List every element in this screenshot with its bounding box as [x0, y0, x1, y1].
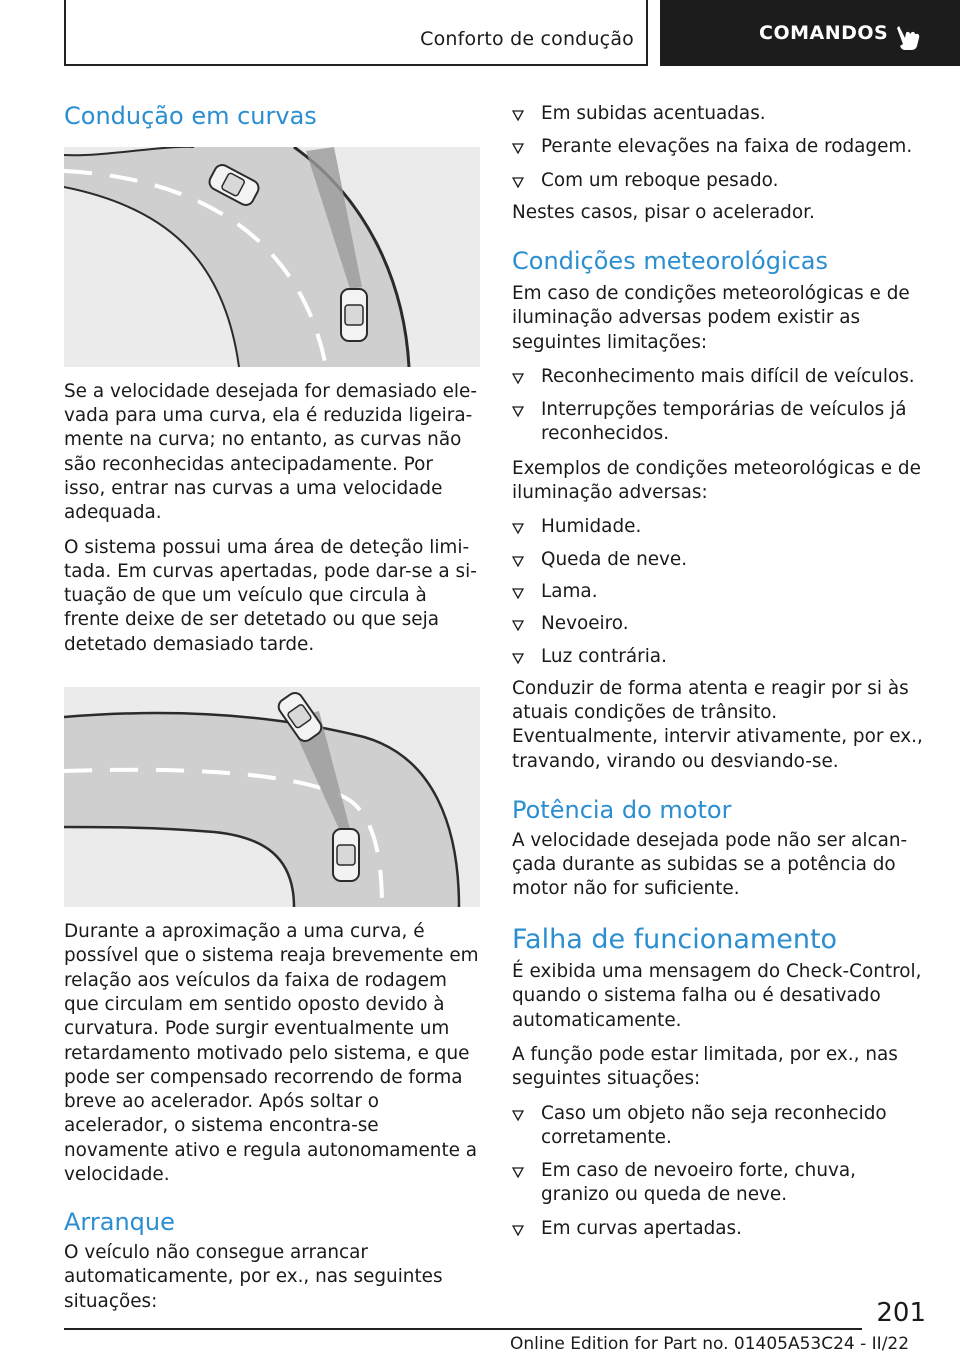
list-weather-examples	[512, 515, 928, 668]
list-weather-limits	[512, 365, 928, 447]
bullet-triangle-icon	[512, 1109, 524, 1121]
figure-curve-detection-2	[64, 687, 480, 907]
bullet-triangle-icon	[512, 405, 524, 417]
left-column	[64, 96, 480, 1314]
list-item: Em caso de nevoeiro forte, chuva, granizo ou queda de neve.	[512, 1159, 928, 1208]
bullet-triangle-icon	[512, 652, 524, 664]
heading-curves: Condução em curvas	[64, 102, 317, 130]
right-column	[512, 96, 928, 1241]
list-item: Com um reboque pesado.	[512, 169, 928, 193]
footer-edition: Online Edition for Part no. 01405A53C24 - II/22	[510, 1334, 910, 1354]
list-item: Queda de neve.	[512, 548, 928, 572]
header-left-rule	[64, 0, 66, 66]
paragraph-curve-speed: Se a velocidade desejada for demasiado elevada para uma curva, ela é reduzida ligeiramente na curva; no entanto, as curvas não são reconhecidas antecipadamente. Por isso, entrar nas curvas a uma velocidade adequada.	[64, 380, 477, 524]
list-malfunction-situations	[512, 1102, 928, 1241]
paragraph-detection-area: O sistema possui uma área de deteção limitada. Em curvas apertadas, pode dar-se a situação de que um veículo que circula à frente deixe de ser detetado ou que seja detetado demasiado tarde.	[64, 536, 477, 655]
curve-illustration-2	[64, 687, 480, 907]
paragraph-limited: A função pode estar limitada, por ex., nas seguintes situações:	[512, 1044, 898, 1090]
bullet-triangle-icon	[512, 587, 524, 599]
bullet-triangle-icon	[512, 142, 524, 154]
list-item: Humidade.	[512, 515, 928, 539]
heading-engine-power: Potência do motor	[512, 796, 732, 825]
list-item: Interrupções temporárias de veículos já reconhecidos.	[512, 398, 928, 447]
list-item: Em subidas acentuadas.	[512, 102, 928, 126]
bullet-triangle-icon	[512, 109, 524, 121]
bullet-triangle-icon	[512, 1166, 524, 1178]
bullet-triangle-icon	[512, 619, 524, 631]
heading-start: Arranque	[64, 1208, 175, 1237]
list-item: Em curvas apertadas.	[512, 1217, 928, 1241]
header-separator	[646, 0, 648, 66]
curve-illustration-1	[64, 147, 480, 367]
header-chapter-title: COMANDOS	[759, 22, 889, 44]
bullet-triangle-icon	[512, 176, 524, 188]
header-section-title: Conforto de condução	[420, 28, 634, 50]
paragraph-oncoming-vehicles: Durante a aproximação a uma curva, é possível que o sistema reaja brevemente em relação aos veículos da faixa de rodagem que circulam em sentido oposto devido à curvatura. Pode surgir eventualmente um retardamento motivado pelo sistema, e que pode ser compensado recorrendo de forma breve ao acelerador. Após soltar o acelerador, o sistema encontra-se novamente ativo e regula autonomamente a velocidade.	[64, 921, 479, 1186]
header-bottom-rule	[64, 64, 648, 66]
bullet-triangle-icon	[512, 372, 524, 384]
paragraph-weather: Em caso de condições meteorológicas e de iluminação adversas podem existir as seguintes limitações:	[512, 282, 910, 353]
bullet-triangle-icon	[512, 555, 524, 567]
paragraph-start: O veículo não consegue arrancar automaticamente, por ex., nas seguintes situações:	[64, 1242, 443, 1312]
heading-malfunction: Falha de funcionamento	[512, 923, 838, 955]
paragraph-malfunction: É exibida uma mensagem do Check-Control, quando o sistema falha ou é desativado automaticamente.	[512, 961, 922, 1031]
heading-weather: Condições meteorológicas	[512, 247, 829, 276]
list-item: Nevoeiro.	[512, 612, 928, 636]
list-item: Lama.	[512, 580, 928, 604]
list-item: Caso um objeto não seja reconhecido corretamente.	[512, 1102, 928, 1151]
paragraph-drive-attentively: Conduzir de forma atenta e reagir por si às atuais condições de trânsito. Eventualmente, intervir ativamente, por ex., travando, virando ou desviando-se.	[512, 677, 923, 772]
bullet-triangle-icon	[512, 522, 524, 534]
hand-pointer-icon	[893, 24, 923, 52]
bullet-triangle-icon	[512, 1224, 524, 1236]
paragraph-press-accelerator: Nestes casos, pisar o acelerador.	[512, 201, 815, 223]
list-item: Luz contrária.	[512, 645, 928, 669]
list-start-situations	[512, 102, 928, 193]
paragraph-engine-power: A velocidade desejada pode não ser alcançada durante as subidas se a potência do motor não for suficiente.	[512, 829, 908, 900]
page-number: 201	[876, 1298, 926, 1328]
paragraph-examples: Exemplos de condições meteorológicas e de iluminação adversas:	[512, 457, 921, 504]
list-item: Perante elevações na faixa de rodagem.	[512, 135, 928, 159]
figure-curve-detection-1	[64, 147, 480, 367]
footer-rule	[64, 1328, 862, 1330]
list-item: Reconhecimento mais difícil de veículos.	[512, 365, 928, 389]
